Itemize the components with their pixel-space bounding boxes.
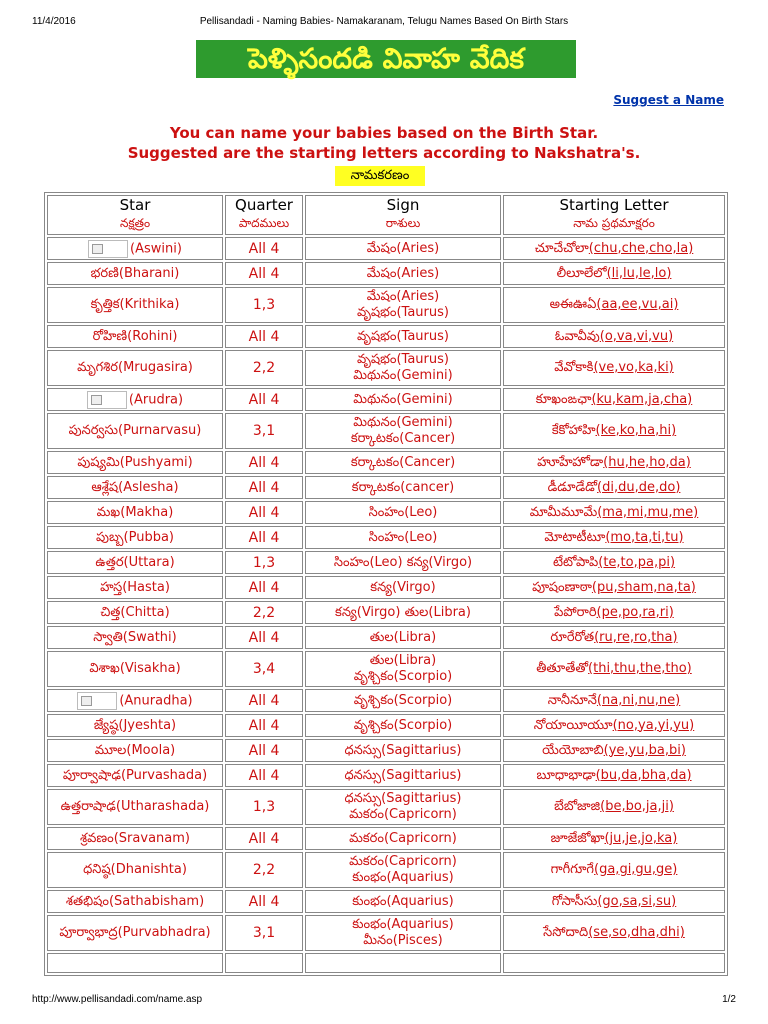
- letter-cell: [503, 551, 725, 574]
- quarter-cell: 3,1: [225, 413, 303, 449]
- header-letter-en: Starting Letter: [559, 196, 669, 214]
- sign-cell: [305, 626, 501, 649]
- letter-link[interactable]: (ru,re,ro,tha): [594, 629, 678, 645]
- sign-text: వృషభం(Taurus): [357, 305, 449, 320]
- letter-telugu: గోసాసీసు: [551, 893, 598, 909]
- letter-telugu: యేయోబాబి: [542, 742, 604, 758]
- letter-link[interactable]: (bu,da,bha,da): [595, 767, 692, 783]
- table-row: [47, 388, 725, 411]
- star-cell: [47, 689, 223, 712]
- letter-link[interactable]: (ke,ko,ha,hi): [595, 423, 677, 438]
- letter-cell: [503, 262, 725, 285]
- quarter-cell: All 4: [225, 739, 303, 762]
- table-row: [47, 476, 725, 499]
- star-name: ధనిష్ఠ(Dhanishta): [83, 862, 187, 877]
- sign-text: వృశ్చికం(Scorpio): [353, 692, 453, 708]
- sign-text: మేషం(Aries): [366, 240, 440, 256]
- letter-link[interactable]: (ga,gi,gu,ge): [594, 862, 678, 877]
- sign-text: కుంభం(Aquarius): [352, 893, 454, 909]
- sign-cell: [305, 551, 501, 574]
- star-cell: [47, 237, 223, 260]
- sign-cell: [305, 689, 501, 712]
- sign-text: వృశ్చికం(Scorpio): [353, 717, 453, 733]
- empty-cell: [503, 953, 725, 973]
- sign-text: మకరం(Capricorn): [349, 854, 457, 869]
- star-cell: [47, 287, 223, 323]
- letter-cell: [503, 651, 725, 687]
- empty-cell: [305, 953, 501, 973]
- star-cell: [47, 601, 223, 624]
- sign-text: కన్య(Virgo) తుల(Libra): [335, 604, 471, 620]
- letter-telugu: తీతూతేతో: [536, 661, 589, 676]
- sign-cell: [305, 501, 501, 524]
- star-cell: [47, 827, 223, 850]
- sign-cell: [305, 915, 501, 951]
- broken-image-icon: [77, 692, 117, 710]
- letter-link[interactable]: (aa,ee,vu,ai): [596, 297, 679, 312]
- sign-cell: [305, 890, 501, 913]
- letter-telugu: జూజేజోఖా: [550, 830, 605, 846]
- letter-link[interactable]: (no,ya,yi,yu): [612, 717, 695, 733]
- table-row: [47, 915, 725, 951]
- intro-line-1: You can name your babies based on the Birth Star.: [169, 124, 599, 142]
- quarter-cell: All 4: [225, 626, 303, 649]
- letter-cell: [503, 526, 725, 549]
- letter-cell: [503, 476, 725, 499]
- letter-cell: [503, 739, 725, 762]
- letter-telugu: కేకోహాహి: [551, 423, 596, 438]
- star-cell: [47, 852, 223, 888]
- sign-cell: [305, 651, 501, 687]
- star-cell: [47, 325, 223, 348]
- quarter-cell: 2,2: [225, 350, 303, 386]
- letter-cell: [503, 714, 725, 737]
- star-cell: [47, 451, 223, 474]
- star-name: విశాఖ(Visakha): [89, 661, 181, 676]
- table-row: [47, 689, 725, 712]
- letter-telugu: రూరేరోత: [550, 629, 595, 645]
- footer-url: http://www.pellisandadi.com/name.asp: [32, 994, 203, 1005]
- intro-line-2: Suggested are the starting letters according to Nakshatra's.: [127, 144, 641, 162]
- star-cell: [47, 890, 223, 913]
- letter-telugu: కూఖంఙఛా: [535, 391, 592, 407]
- quarter-cell: All 4: [225, 325, 303, 348]
- letter-telugu: బేబోజాజి: [554, 799, 601, 814]
- letter-link[interactable]: (o,va,vi,vu): [599, 328, 674, 344]
- intro-text: [0, 123, 768, 163]
- letter-link[interactable]: (chu,che,cho,la): [588, 240, 694, 256]
- letter-telugu: పేపోరారి: [554, 604, 597, 620]
- table-row: [47, 651, 725, 687]
- quarter-cell: 3,4: [225, 651, 303, 687]
- quarter-cell: All 4: [225, 262, 303, 285]
- sign-cell: [305, 789, 501, 825]
- letter-cell: [503, 689, 725, 712]
- sign-text: సింహం(Leo): [368, 529, 438, 545]
- sign-cell: [305, 739, 501, 762]
- letter-telugu: అఈఊఏ: [549, 297, 597, 312]
- sign-text: మిథునం(Gemini): [353, 391, 453, 407]
- letter-cell: [503, 287, 725, 323]
- star-name: పూర్వాభాద్ర(Purvabhadra): [59, 925, 211, 940]
- table-row: [47, 501, 725, 524]
- namakaranam-label: నామకరణం: [335, 166, 425, 186]
- quarter-cell: All 4: [225, 451, 303, 474]
- sign-text: వృశ్చికం(Scorpio): [353, 669, 453, 684]
- letter-link[interactable]: (pe,po,ra,ri): [596, 604, 674, 620]
- star-name: శ్రవణం(Sravanam): [80, 830, 190, 846]
- table-row: [47, 626, 725, 649]
- quarter-cell: 3,1: [225, 915, 303, 951]
- star-name: (Anuradha): [119, 693, 193, 708]
- quarter-cell: 1,3: [225, 789, 303, 825]
- letter-telugu: మోటాటీటూ: [544, 529, 606, 545]
- letter-telugu: టేటోపాపి: [552, 554, 599, 570]
- letter-link[interactable]: (ye,yu,ba,bi): [603, 742, 686, 758]
- empty-row: [47, 953, 725, 973]
- header-sign: [305, 195, 501, 235]
- star-name: పునర్వసు(Purnarvasu): [68, 423, 202, 438]
- quarter-cell: 1,3: [225, 551, 303, 574]
- sign-cell: [305, 262, 501, 285]
- star-cell: [47, 501, 223, 524]
- empty-cell: [225, 953, 303, 973]
- letter-link[interactable]: (pu,sham,na,ta): [591, 579, 696, 595]
- sign-text: కర్కాటకం(cancer): [351, 479, 455, 495]
- table-row: [47, 714, 725, 737]
- star-cell: [47, 476, 223, 499]
- sign-cell: [305, 714, 501, 737]
- header-sign-en: Sign: [386, 196, 420, 214]
- print-title: Pellisandadi - Naming Babies- Namakaranam, Telugu Names Based On Birth Stars: [199, 16, 569, 27]
- table-header-row: [47, 195, 725, 235]
- star-cell: [47, 739, 223, 762]
- letter-link[interactable]: (hu,he,ho,da): [603, 454, 691, 470]
- letter-cell: [503, 413, 725, 449]
- header-letter-te: నామ ప్రథమాక్షరం: [573, 216, 655, 230]
- star-name: (Aswini): [130, 241, 182, 256]
- letter-telugu: వేవోకాకి: [554, 360, 594, 375]
- star-cell: [47, 626, 223, 649]
- star-cell: [47, 551, 223, 574]
- sign-cell: [305, 287, 501, 323]
- letter-cell: [503, 237, 725, 260]
- letter-telugu: నానీనూనే: [547, 692, 597, 708]
- print-date: 11/4/2016: [32, 16, 76, 27]
- sign-cell: [305, 413, 501, 449]
- letter-cell: [503, 501, 725, 524]
- letter-link[interactable]: (di,du,de,do): [597, 479, 681, 495]
- star-cell: [47, 350, 223, 386]
- quarter-cell: All 4: [225, 890, 303, 913]
- letter-link[interactable]: (na,ni,nu,ne): [596, 692, 681, 708]
- table-row: [47, 413, 725, 449]
- letter-cell: [503, 601, 725, 624]
- star-name: మృగశిర(Mrugasira): [77, 360, 193, 375]
- star-name: స్వాతి(Swathi): [93, 629, 177, 645]
- letter-cell: [503, 890, 725, 913]
- header-quarter-te: పాదములు: [238, 216, 290, 230]
- star-name: జ్యేష్ఠ(Jyeshta): [93, 717, 177, 733]
- star-cell: [47, 413, 223, 449]
- star-cell: [47, 764, 223, 787]
- star-name: పుష్యమి(Pushyami): [77, 454, 193, 470]
- quarter-cell: All 4: [225, 388, 303, 411]
- table-row: [47, 601, 725, 624]
- sign-text: ధనస్సు(Sagittarius): [344, 742, 462, 758]
- quarter-cell: 2,2: [225, 601, 303, 624]
- sign-text: వృషభం(Taurus): [357, 352, 449, 367]
- quarter-cell: All 4: [225, 501, 303, 524]
- letter-cell: [503, 827, 725, 850]
- sign-text: సింహం(Leo) కన్య(Virgo): [333, 554, 473, 570]
- letter-link[interactable]: (ve,vo,ka,ki): [593, 360, 674, 375]
- letter-cell: [503, 764, 725, 787]
- sign-text: వృషభం(Taurus): [357, 328, 449, 344]
- sign-cell: [305, 601, 501, 624]
- header-quarter: [225, 195, 303, 235]
- quarter-cell: 2,2: [225, 852, 303, 888]
- letter-telugu: గాగీగూగే: [550, 862, 595, 877]
- sign-cell: [305, 325, 501, 348]
- table-row: [47, 451, 725, 474]
- star-name: మఖ(Makha): [96, 504, 174, 520]
- quarter-cell: All 4: [225, 827, 303, 850]
- sign-text: మేషం(Aries): [366, 289, 440, 304]
- quarter-cell: All 4: [225, 714, 303, 737]
- letter-telugu: సేసోదాది: [543, 925, 589, 940]
- table-row: [47, 262, 725, 285]
- star-cell: [47, 789, 223, 825]
- sign-text: కర్కాటకం(Cancer): [350, 454, 456, 470]
- letter-link[interactable]: (li,lu,le,lo): [606, 265, 672, 281]
- star-name: ఉత్తర(Uttara): [95, 554, 175, 570]
- star-name: పూర్వాషాఢ(Purvashada): [62, 767, 208, 783]
- letter-link[interactable]: (te,to,pa,pi): [598, 554, 676, 570]
- sign-text: సింహం(Leo): [368, 504, 438, 520]
- table-row: [47, 325, 725, 348]
- quarter-cell: All 4: [225, 689, 303, 712]
- sign-cell: [305, 526, 501, 549]
- table-row: [47, 350, 725, 386]
- header-star: [47, 195, 223, 235]
- empty-cell: [47, 953, 223, 973]
- letter-link[interactable]: (se,so,dha,dhi): [588, 925, 685, 940]
- table-row: [47, 789, 725, 825]
- table-row: [47, 739, 725, 762]
- sign-text: తుల(Libra): [369, 629, 437, 645]
- letter-telugu: లీలూలేలో: [556, 265, 607, 281]
- table-row: [47, 237, 725, 260]
- header-star-te: నక్షత్రం: [119, 216, 151, 230]
- sign-text: ధనస్సు(Sagittarius): [344, 791, 462, 806]
- letter-cell: [503, 388, 725, 411]
- star-cell: [47, 262, 223, 285]
- broken-image-icon: [87, 391, 127, 409]
- header-star-en: Star: [119, 196, 151, 214]
- letter-cell: [503, 852, 725, 888]
- letter-link[interactable]: (ma,mi,mu,me): [597, 504, 699, 520]
- sign-text: కర్కాటకం(Cancer): [350, 431, 456, 446]
- table-row: [47, 764, 725, 787]
- star-cell: [47, 576, 223, 599]
- sign-text: మేషం(Aries): [366, 265, 440, 281]
- letter-cell: [503, 451, 725, 474]
- quarter-cell: All 4: [225, 576, 303, 599]
- sign-text: మకరం(Capricorn): [349, 830, 457, 846]
- footer-page-number: 1/2: [722, 994, 736, 1005]
- sign-text: కుంభం(Aquarius): [352, 917, 454, 932]
- letter-telugu: బూధాభాఢా: [536, 767, 596, 783]
- letter-cell: [503, 915, 725, 951]
- quarter-cell: All 4: [225, 764, 303, 787]
- table-row: [47, 852, 725, 888]
- star-name: పుబ్బ(Pubba): [95, 529, 174, 545]
- star-name: రోహిణి(Rohini): [92, 328, 178, 344]
- star-cell: [47, 526, 223, 549]
- broken-image-icon: [88, 240, 128, 258]
- letter-cell: [503, 576, 725, 599]
- quarter-cell: All 4: [225, 526, 303, 549]
- letter-telugu: డీడూడేడో: [547, 479, 598, 495]
- site-banner-logo: పెళ్ళిసందడి వివాహ వేదిక: [196, 40, 576, 78]
- star-cell: [47, 388, 223, 411]
- table-row: [47, 287, 725, 323]
- sign-cell: [305, 388, 501, 411]
- sign-text: తుల(Libra): [369, 653, 437, 668]
- quarter-cell: All 4: [225, 476, 303, 499]
- star-name: మూల(Moola): [94, 742, 176, 758]
- suggest-a-name-link[interactable]: Suggest a Name: [613, 93, 724, 107]
- letter-cell: [503, 350, 725, 386]
- star-name: హస్త(Hasta): [100, 579, 170, 595]
- sign-cell: [305, 764, 501, 787]
- letter-telugu: ఓవావీవు: [554, 328, 600, 344]
- star-cell: [47, 714, 223, 737]
- sign-text: మిథునం(Gemini): [353, 368, 453, 383]
- letter-cell: [503, 626, 725, 649]
- star-name: ఉత్తరాషాఢ(Utharashada): [60, 799, 210, 814]
- letter-telugu: చూచేచోలా: [534, 240, 589, 256]
- letter-link[interactable]: (ju,je,jo,ka): [604, 830, 678, 846]
- table-row: [47, 576, 725, 599]
- sign-cell: [305, 827, 501, 850]
- star-name: (Arudra): [128, 392, 184, 407]
- table-row: [47, 827, 725, 850]
- header-sign-te: రాశులు: [385, 216, 421, 230]
- table-row: [47, 551, 725, 574]
- sign-cell: [305, 852, 501, 888]
- star-name: భరణి(Bharani): [90, 265, 180, 281]
- star-cell: [47, 915, 223, 951]
- quarter-cell: 1,3: [225, 287, 303, 323]
- letter-link[interactable]: (be,bo,ja,ji): [600, 799, 674, 814]
- letter-telugu: పూషంణాఠా: [532, 579, 592, 595]
- letter-cell: [503, 789, 725, 825]
- star-cell: [47, 651, 223, 687]
- letter-telugu: నోయాయీయూ: [533, 717, 613, 733]
- sign-text: కన్య(Virgo): [370, 579, 436, 595]
- sign-cell: [305, 237, 501, 260]
- header-quarter-en: Quarter: [235, 196, 293, 214]
- letter-link[interactable]: (thi,thu,the,tho): [588, 661, 692, 676]
- sign-text: కుంభం(Aquarius): [352, 870, 454, 885]
- birth-star-table: [44, 192, 728, 976]
- letter-link[interactable]: (mo,ta,ti,tu): [605, 529, 684, 545]
- star-name: కృత్తిక(Krithika): [90, 297, 180, 312]
- sign-cell: [305, 476, 501, 499]
- sign-text: మిథునం(Gemini): [353, 415, 453, 430]
- sign-cell: [305, 576, 501, 599]
- table-row: [47, 526, 725, 549]
- star-name: ఆశ్లేష(Aslesha): [91, 479, 179, 495]
- letter-cell: [503, 325, 725, 348]
- table-row: [47, 890, 725, 913]
- header-letter: [503, 195, 725, 235]
- letter-telugu: హూహేహోడా: [537, 454, 604, 470]
- star-name: శతభిషం(Sathabisham): [65, 893, 205, 909]
- sign-cell: [305, 350, 501, 386]
- star-name: చిత్త(Chitta): [100, 604, 170, 620]
- letter-link[interactable]: (ku,kam,ja,cha): [591, 391, 693, 407]
- sign-cell: [305, 451, 501, 474]
- sign-text: ధనస్సు(Sagittarius): [344, 767, 462, 783]
- quarter-cell: All 4: [225, 237, 303, 260]
- letter-telugu: మామీమూమే: [529, 504, 598, 520]
- sign-text: మీనం(Pisces): [363, 933, 443, 948]
- letter-link[interactable]: (go,sa,si,su): [597, 893, 677, 909]
- sign-text: మకరం(Capricorn): [349, 807, 457, 822]
